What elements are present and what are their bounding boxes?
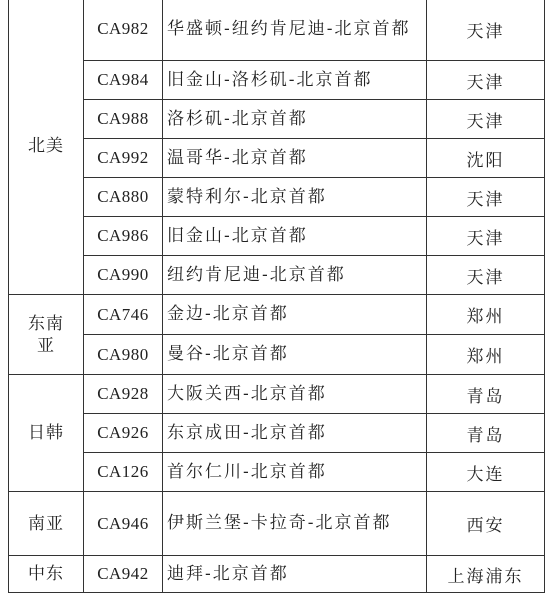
table-row xyxy=(9,335,545,375)
table-row xyxy=(9,100,545,139)
table-row xyxy=(9,178,545,217)
region-cell xyxy=(9,295,84,375)
route-cell: 纽约肯尼迪-北京首都 xyxy=(163,256,427,295)
route-cell: 迪拜-北京首都 xyxy=(163,556,427,593)
region-label: 北美 xyxy=(28,136,64,156)
alternate-airport-cell: 天津 xyxy=(427,217,545,256)
flight-number-cell: CA986 xyxy=(84,217,163,256)
table-row xyxy=(9,453,545,492)
flight-number-cell: CA746 xyxy=(84,295,163,335)
route-cell: 旧金山-洛杉矶-北京首都 xyxy=(163,61,427,100)
region-cell xyxy=(9,492,84,556)
region-label: 东南亚 xyxy=(28,313,64,356)
alternate-airport-cell: 天津 xyxy=(427,256,545,295)
table-row xyxy=(9,414,545,453)
flight-number-cell: CA942 xyxy=(84,556,163,593)
flight-number-cell: CA980 xyxy=(84,335,163,375)
table-row xyxy=(9,256,545,295)
table-row xyxy=(9,139,545,178)
route-cell: 大阪关西-北京首都 xyxy=(163,375,427,414)
alternate-airport-cell: 西安 xyxy=(427,492,545,556)
flight-number-cell: CA946 xyxy=(84,492,163,556)
table-row xyxy=(9,556,545,593)
route-cell: 温哥华-北京首都 xyxy=(163,139,427,178)
route-cell: 洛杉矶-北京首都 xyxy=(163,100,427,139)
alternate-airport-cell: 天津 xyxy=(427,178,545,217)
flight-number-cell: CA990 xyxy=(84,256,163,295)
table-row xyxy=(9,61,545,100)
route-cell: 蒙特利尔-北京首都 xyxy=(163,178,427,217)
flight-number-cell: CA126 xyxy=(84,453,163,492)
alternate-airport-cell: 青岛 xyxy=(427,414,545,453)
region-label: 南亚 xyxy=(28,513,64,534)
flight-number-cell: CA982 xyxy=(84,0,163,61)
table-row xyxy=(9,217,545,256)
alternate-airport-cell: 大连 xyxy=(427,453,545,492)
region-label: 日韩 xyxy=(28,423,64,443)
alternate-airport-cell: 郑州 xyxy=(427,335,545,375)
region-cell xyxy=(9,375,84,492)
route-cell: 华盛顿-纽约肯尼迪-北京首都 xyxy=(163,0,427,61)
alternate-airport-cell: 青岛 xyxy=(427,375,545,414)
alternate-airport-cell: 天津 xyxy=(427,0,545,61)
route-cell: 首尔仁川-北京首都 xyxy=(163,453,427,492)
flight-number-cell: CA928 xyxy=(84,375,163,414)
table-row xyxy=(9,0,545,61)
alternate-airport-cell: 上海浦东 xyxy=(427,556,545,593)
route-cell: 曼谷-北京首都 xyxy=(163,335,427,375)
flight-number-cell: CA988 xyxy=(84,100,163,139)
flight-number-cell: CA880 xyxy=(84,178,163,217)
route-cell: 伊斯兰堡-卡拉奇-北京首都 xyxy=(163,492,427,556)
alternate-airport-cell: 天津 xyxy=(427,100,545,139)
flight-number-cell: CA992 xyxy=(84,139,163,178)
region-cell xyxy=(9,556,84,593)
alternate-airport-cell: 天津 xyxy=(427,61,545,100)
alternate-airport-cell: 沈阳 xyxy=(427,139,545,178)
flight-number-cell: CA926 xyxy=(84,414,163,453)
table-row xyxy=(9,492,545,556)
route-cell: 金边-北京首都 xyxy=(163,295,427,335)
route-cell: 旧金山-北京首都 xyxy=(163,217,427,256)
table-row xyxy=(9,295,545,335)
region-label: 中东 xyxy=(28,564,64,584)
table-row xyxy=(9,375,545,414)
flight-number-cell: CA984 xyxy=(84,61,163,100)
route-cell: 东京成田-北京首都 xyxy=(163,414,427,453)
region-cell xyxy=(9,0,84,295)
alternate-airport-cell: 郑州 xyxy=(427,295,545,335)
flight-diversion-table xyxy=(8,0,545,593)
